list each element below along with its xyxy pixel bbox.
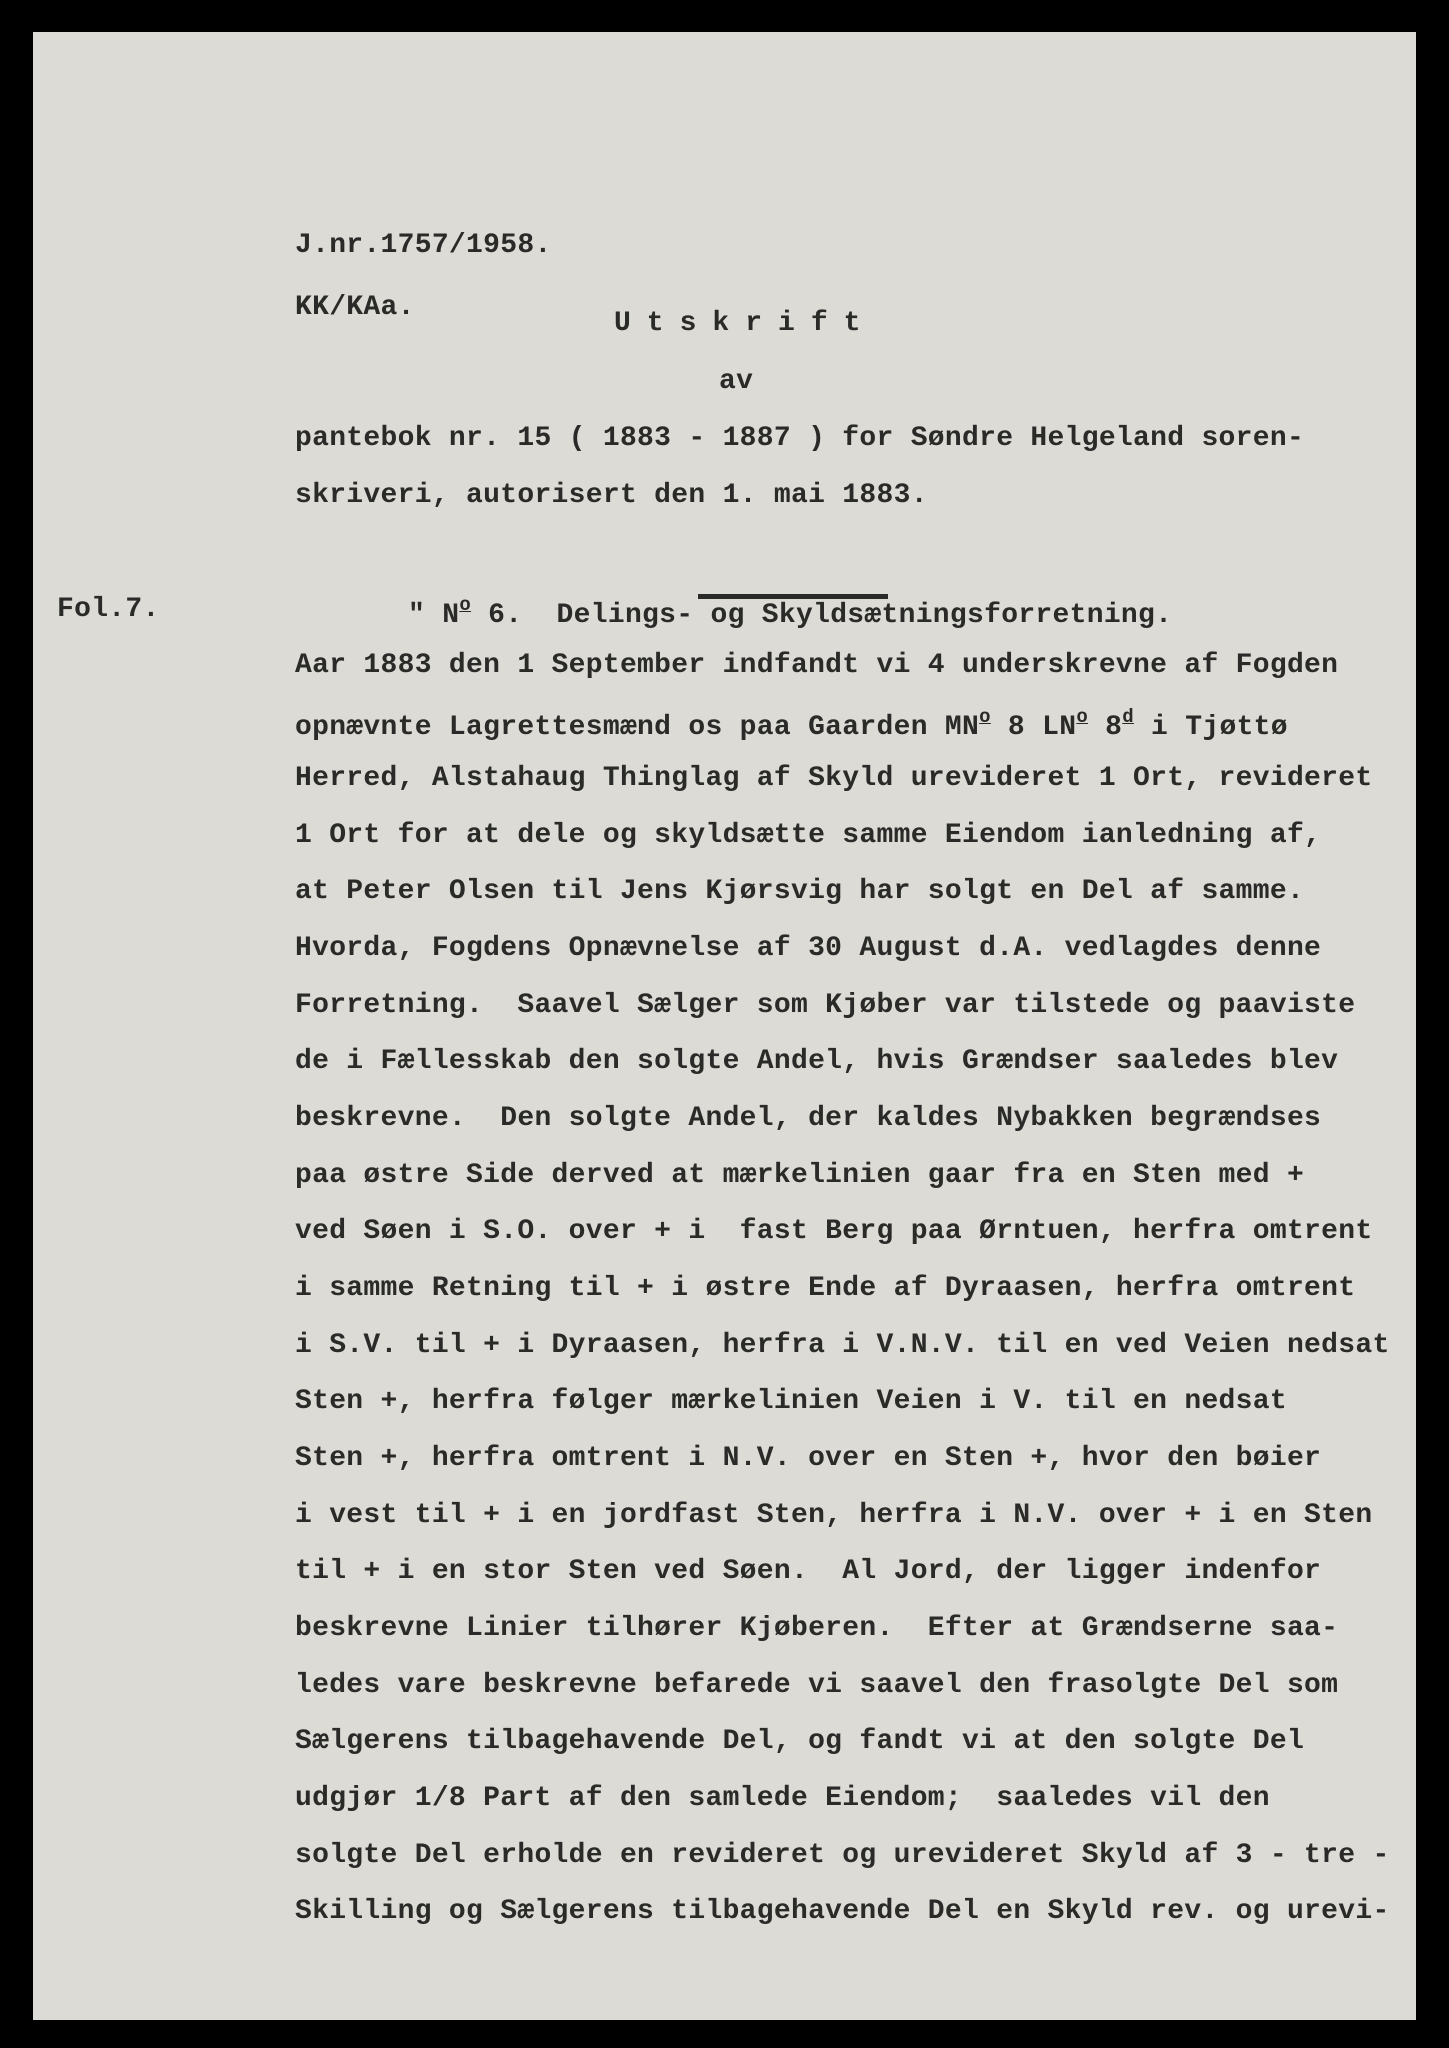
entry-line: Forretning. Saavel Sælger som Kjøber var tilstede og paaviste bbox=[295, 990, 1356, 1021]
entry-line: Hvorda, Fogdens Opnævnelse af 30 August d.A. vedlagdes denne bbox=[295, 933, 1322, 964]
entry-line: i samme Retning til + i østre Ende af Dyraasen, herfra omtrent bbox=[295, 1273, 1356, 1304]
entry-heading-quote: " bbox=[408, 600, 443, 631]
entry-line: 1 Ort for at dele og skyldsætte samme Eiendom ianledning af, bbox=[295, 820, 1322, 851]
entry-line: beskrevne Linier tilhører Kjøberen. Efter at Grændserne saa- bbox=[295, 1613, 1339, 1644]
entry-line-2-sup-3: d bbox=[1122, 706, 1134, 728]
entry-line: ledes vare beskrevne befarede vi saavel den frasolgte Del som bbox=[295, 1670, 1339, 1701]
entry-heading-no: N bbox=[442, 600, 460, 631]
description-line-2: skriveri, autorisert den 1. mai 1883. bbox=[295, 480, 928, 511]
entry-line: Skilling og Sælgerens tilbagehavende Del en Skyld rev. og urevi- bbox=[295, 1896, 1390, 1927]
initials: KK/KAa. bbox=[295, 292, 415, 323]
journal-number: J.nr.1757/1958. bbox=[295, 230, 552, 261]
entry-line: ved Søen i S.O. over + i fast Berg paa Ørntuen, herfra omtrent bbox=[295, 1216, 1373, 1247]
entry-line: beskrevne. Den solgte Andel, der kaldes Nybakken begrændses bbox=[295, 1103, 1322, 1134]
document-subtitle: av bbox=[719, 366, 754, 397]
entry-line: til + i en stor Sten ved Søen. Al Jord, der ligger indenfor bbox=[295, 1556, 1322, 1587]
document-page bbox=[33, 32, 1416, 2020]
description-line-1: pantebok nr. 15 ( 1883 - 1887 ) for Søndre Helgeland soren- bbox=[295, 423, 1305, 454]
document-title: Utskrift bbox=[614, 308, 877, 339]
entry-line: solgte Del erholde en revideret og urevideret Skyld af 3 - tre - bbox=[295, 1840, 1390, 1871]
entry-line: Herred, Alstahaug Thinglag af Skyld urevideret 1 Ort, revideret bbox=[295, 763, 1373, 794]
entry-line: Sælgerens tilbagehavende Del, og fandt vi at den solgte Del bbox=[295, 1726, 1305, 1757]
entry-line: paa østre Side derved at mærkelinien gaar fra en Sten med + bbox=[295, 1160, 1305, 1191]
entry-heading-no-sup: o bbox=[459, 594, 472, 616]
entry-line-2-a: opnævnte Lagrettesmænd os paa Gaarden MN bbox=[295, 712, 980, 743]
entry-line-2-sup-1: o bbox=[979, 706, 991, 728]
entry-line-1: Aar 1883 den 1 September indfandt vi 4 underskrevne af Fogden bbox=[295, 650, 1339, 681]
entry-heading bbox=[408, 596, 1172, 630]
entry-heading-rest: 6. Delings- og Skyldsætningsforretning. bbox=[471, 600, 1173, 631]
entry-line: de i Fællesskab den solgte Andel, hvis Grændser saaledes blev bbox=[295, 1046, 1339, 1077]
entry-line: i S.V. til + i Dyraasen, herfra i V.N.V. til en ved Veien nedsat bbox=[295, 1330, 1390, 1361]
folio-margin-note: Fol.7. bbox=[57, 594, 160, 625]
entry-line: Sten +, herfra følger mærkelinien Veien i V. til en nedsat bbox=[295, 1386, 1287, 1417]
entry-line-2 bbox=[295, 708, 1288, 742]
entry-line: i vest til + i en jordfast Sten, herfra i N.V. over + i en Sten bbox=[295, 1500, 1373, 1531]
entry-line-2-c: 8 bbox=[1088, 712, 1123, 743]
entry-line: udgjør 1/8 Part af den samlede Eiendom; saaledes vil den bbox=[295, 1783, 1270, 1814]
entry-line: at Peter Olsen til Jens Kjørsvig har solgt en Del af samme. bbox=[295, 876, 1305, 907]
entry-line-2-b: 8 LN bbox=[990, 712, 1077, 743]
entry-line: Sten +, herfra omtrent i N.V. over en Sten +, hvor den bøier bbox=[295, 1443, 1322, 1474]
entry-line-2-sup-2: o bbox=[1076, 706, 1089, 728]
entry-line-2-d: i Tjøttø bbox=[1133, 712, 1288, 743]
